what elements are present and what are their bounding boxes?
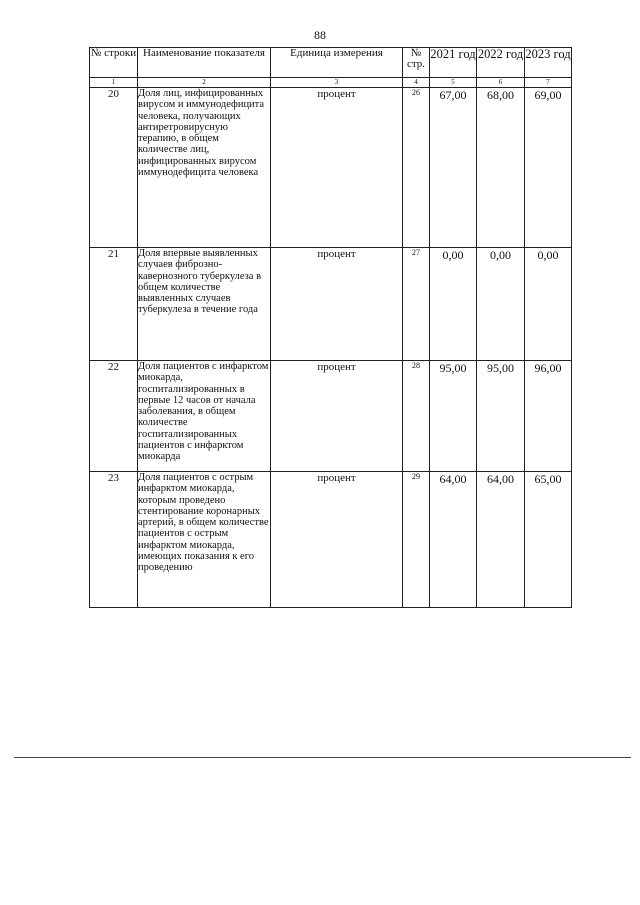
column-number: 6 — [477, 78, 525, 88]
page-ref: 27 — [403, 248, 430, 361]
indicator-name: Доля пациентов с острым инфарктом миокарда, которым проведено стентирование коронарных артерий, в общем количестве пациентов с острым инфарктом миокарда, имеющих показания к его проведению — [138, 472, 271, 608]
table-row — [90, 248, 572, 361]
value-2023: 65,00 — [525, 472, 572, 608]
header-page: № стр. — [403, 48, 430, 78]
header-indicator-name: Наименование показателя — [138, 48, 271, 78]
header-row-number: № строки — [90, 48, 138, 78]
row-number: 22 — [90, 361, 138, 472]
indicator-name: Доля впервые выявленных случаев фиброзно-кавернозного туберкулеза в общем количестве выявленных случаев туберкулеза в течение года — [138, 248, 271, 361]
value-2022: 95,00 — [477, 361, 525, 472]
unit-value: процент — [271, 361, 403, 472]
row-number: 20 — [90, 88, 138, 248]
page-number: 88 — [314, 28, 326, 42]
unit-value: процент — [271, 248, 403, 361]
column-number: 3 — [271, 78, 403, 88]
column-number: 4 — [403, 78, 430, 88]
header-row — [90, 48, 572, 78]
value-2022: 68,00 — [477, 88, 525, 248]
header-2022: 2022 год — [477, 48, 525, 78]
unit-value: процент — [271, 88, 403, 248]
page-ref: 26 — [403, 88, 430, 248]
column-number: 1 — [90, 78, 138, 88]
page-ref: 29 — [403, 472, 430, 608]
row-number: 23 — [90, 472, 138, 608]
column-numbers-row — [90, 78, 572, 88]
header-unit: Единица измерения — [271, 48, 403, 78]
value-2023: 69,00 — [525, 88, 572, 248]
indicators-table — [89, 47, 572, 608]
indicator-name: Доля пациентов с инфарктом миокарда, госпитализированных в первые 12 часов от начала заболевания, в общем количестве госпитализированных пациентов с инфарктом миокарда — [138, 361, 271, 472]
table-row — [90, 88, 572, 248]
value-2022: 64,00 — [477, 472, 525, 608]
header-2023: 2023 год — [525, 48, 572, 78]
value-2021: 0,00 — [430, 248, 477, 361]
indicator-name: Доля лиц, инфицированных вирусом и иммунодефицита человека, получающих антиретровирусную терапию, в общем количестве лиц, инфицированных вирусом иммунодефицита человека — [138, 88, 271, 248]
unit-value: процент — [271, 472, 403, 608]
header-2021: 2021 год — [430, 48, 477, 78]
row-number: 21 — [90, 248, 138, 361]
column-number: 2 — [138, 78, 271, 88]
value-2021: 64,00 — [430, 472, 477, 608]
table-row — [90, 472, 572, 608]
column-number: 7 — [525, 78, 572, 88]
value-2023: 96,00 — [525, 361, 572, 472]
value-2021: 67,00 — [430, 88, 477, 248]
page-ref: 28 — [403, 361, 430, 472]
value-2021: 95,00 — [430, 361, 477, 472]
bottom-divider — [14, 757, 631, 758]
column-number: 5 — [430, 78, 477, 88]
value-2022: 0,00 — [477, 248, 525, 361]
table-row — [90, 361, 572, 472]
value-2023: 0,00 — [525, 248, 572, 361]
